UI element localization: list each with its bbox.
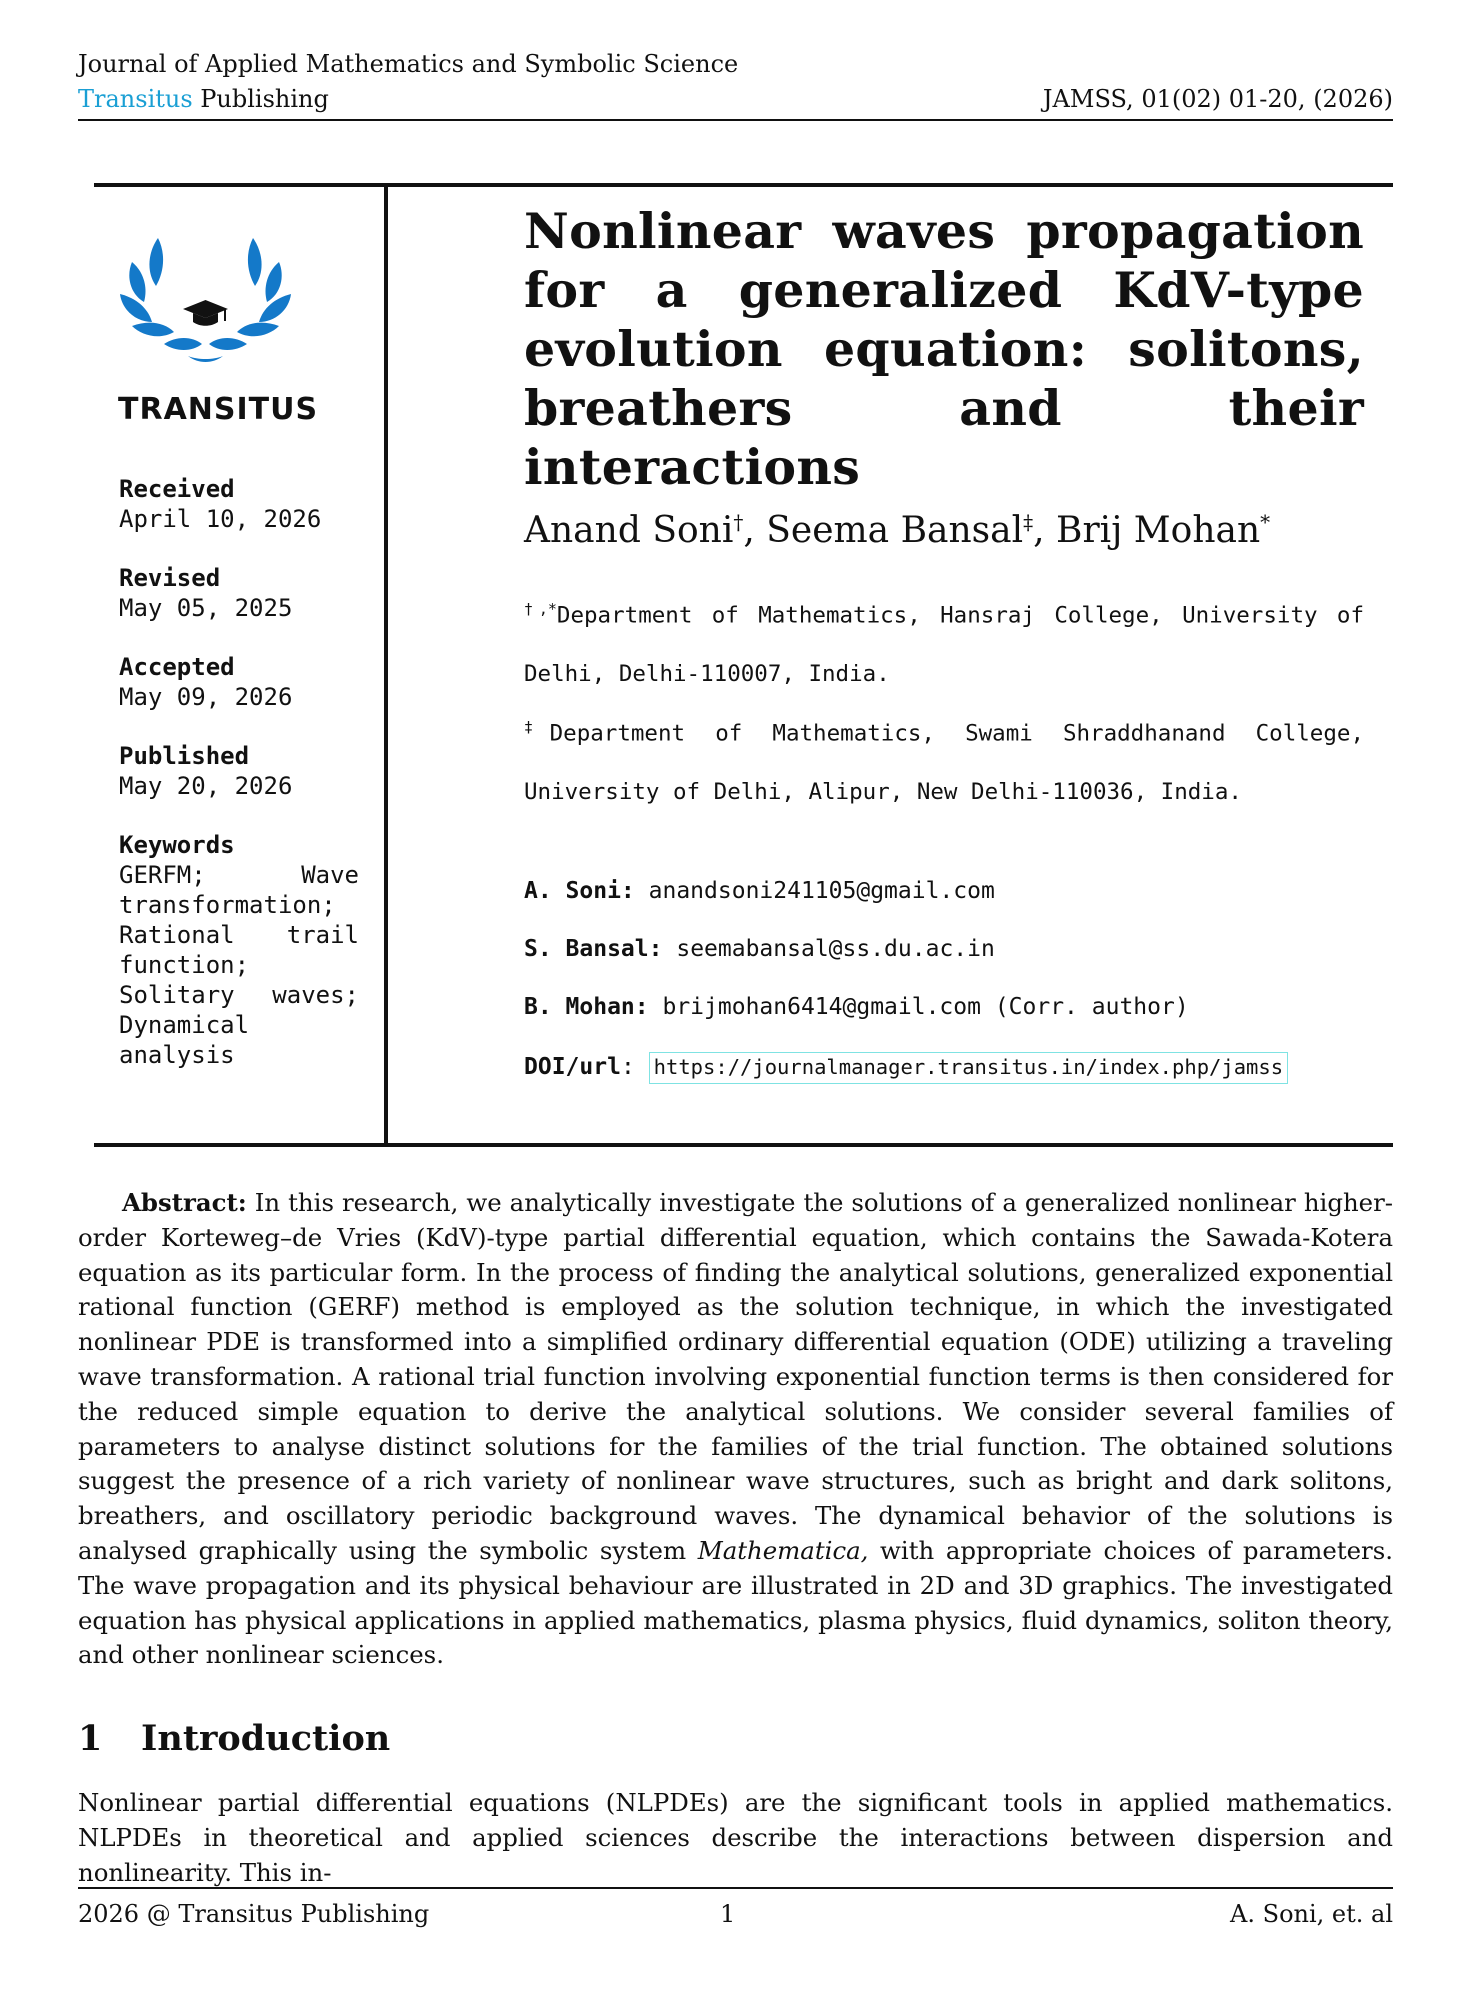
affiliation: [524, 698, 1364, 821]
contact-email[interactable]: brijmohan6414@gmail.com (Corr. author): [662, 994, 1189, 1020]
accepted-date: May 09, 2026: [119, 683, 293, 711]
accepted-info: [119, 652, 359, 712]
accepted-label: Accepted: [119, 653, 235, 681]
contact-email[interactable]: seemabansal@ss.du.ac.in: [676, 936, 995, 962]
published-info: [119, 741, 359, 801]
author-name: Anand Soni: [524, 510, 734, 551]
doi-label: DOI/url: [524, 1054, 621, 1080]
abstract-text-end: with appropriate choices of parameters. The wave propagation and its physical behaviour are illustrated in 2D and 3D graphics. The investigated equation has physical applications in applied mathematics, plasma physics, fluid dynamics, soliton theory, and other nonlinear sciences.: [78, 1535, 1393, 1670]
abstract-software-name: Mathematica,: [697, 1535, 869, 1565]
contact-soni: [524, 878, 995, 904]
title-block-bottom-rule: [94, 1143, 1393, 1147]
author-name: Seema Bansal: [766, 510, 1024, 551]
author-mark: ‡: [1023, 510, 1034, 534]
received-label: Received: [119, 475, 235, 503]
affiliation-text: Department of Mathematics, Swami Shraddhanand College, University of Delhi, Alipur, New Delhi-110036, India.: [524, 720, 1364, 805]
footer-author: A. Soni, et. al: [1230, 1900, 1393, 1928]
published-label: Published: [119, 742, 250, 770]
author-name: Brij Mohan: [1056, 510, 1261, 551]
publisher-name: [78, 85, 329, 113]
publisher-rest: Publishing: [192, 85, 329, 113]
contact-label: B. Mohan:: [524, 994, 649, 1020]
abstract-label: Abstract:: [122, 1188, 247, 1217]
received-date: April 10, 2026: [119, 505, 322, 533]
received-info: [119, 474, 359, 534]
publisher-brand: Transitus: [78, 85, 193, 113]
abstract: [78, 1186, 1393, 1673]
article-title: Nonlinear waves propagation for a generalized KdV-type evolution equation: solitons, breathers and their interactions: [524, 202, 1364, 496]
logo-wordmark: TRANSITUS: [118, 392, 319, 427]
revised-info: [119, 563, 359, 623]
contact-label: A. Soni:: [524, 878, 635, 904]
contact-label: S. Bansal:: [524, 936, 663, 962]
author-mark: †: [733, 510, 744, 534]
doi-line: DOI/url: https://journalmanager.transitus.in/index.php/jamss: [524, 1054, 1288, 1080]
doi-link[interactable]: https://journalmanager.transitus.in/index.php/jamss: [649, 1052, 1288, 1084]
affiliation-mark: †,*: [524, 600, 557, 618]
footer-rule: [78, 1887, 1393, 1889]
affiliation: [524, 580, 1364, 703]
abstract-text: In this research, we analytically investigate the solutions of a generalized nonlinear higher-order Korteweg–de Vries (KdV)-type partial differential equation, which contains the Sawada-Kotera equation as its particular form. In the process of finding the analytical solutions, generalized exponential rational function (GERF) method is employed as the solution technique, in which the investigated nonlinear PDE is transformed into a simplified ordinary differential equation (ODE) utilizing a traveling wave transformation. A rational trial function involving exponential function terms is then considered for the reduced simple equation to derive the analytical solutions. We consider several families of parameters to analyse distinct solutions for the families of the trial function. The obtained solutions suggest the presence of a rich variety of nonlinear wave structures, such as bright and dark solitons, breathers, and oscillatory periodic background waves. The dynamical behavior of the solutions is analysed graphically using the symbolic system: [78, 1188, 1393, 1565]
footer-copyright: 2026 @ Transitus Publishing: [78, 1900, 430, 1928]
author-mark: *: [1260, 510, 1271, 534]
contact-email[interactable]: anandsoni241105@gmail.com: [648, 878, 995, 904]
keywords-label: Keywords: [119, 831, 235, 859]
section-title: Introduction: [141, 1718, 391, 1759]
contact-mohan: [524, 994, 1189, 1020]
title-block-top-rule: [94, 183, 1393, 187]
journal-citation: JAMSS, 01(02) 01-20, (2026): [1042, 85, 1393, 113]
section-number: 1: [78, 1718, 103, 1759]
affiliation-mark: ‡: [524, 718, 550, 736]
title-block-divider: [384, 183, 388, 1147]
header-rule: [78, 119, 1393, 121]
author-list: Anand Soni†, Seema Bansal‡, Brij Mohan*: [524, 510, 1271, 551]
laurel-graduation-cap-icon: [118, 232, 293, 372]
keywords-info: [119, 830, 359, 1070]
revised-label: Revised: [119, 564, 221, 592]
published-date: May 20, 2026: [119, 772, 293, 800]
section-body: Nonlinear partial differential equations (NLPDEs) are the significant tools in applied mathematics. NLPDEs in theoretical and applied sciences describe the interactions between dispersion and nonlinearity. This in-: [78, 1788, 1393, 1887]
affiliation-text: Department of Mathematics, Hansraj College, University of Delhi, Delhi-110007, India.: [524, 602, 1364, 687]
keywords-list: GERFM; Wave transformation; Rational trail function; Solitary waves; Dynamical analysis: [119, 861, 359, 1069]
page-number: 1: [720, 1900, 736, 1928]
contact-bansal: [524, 936, 995, 962]
journal-name: Journal of Applied Mathematics and Symbolic Science: [78, 50, 739, 78]
revised-date: May 05, 2025: [119, 594, 293, 622]
